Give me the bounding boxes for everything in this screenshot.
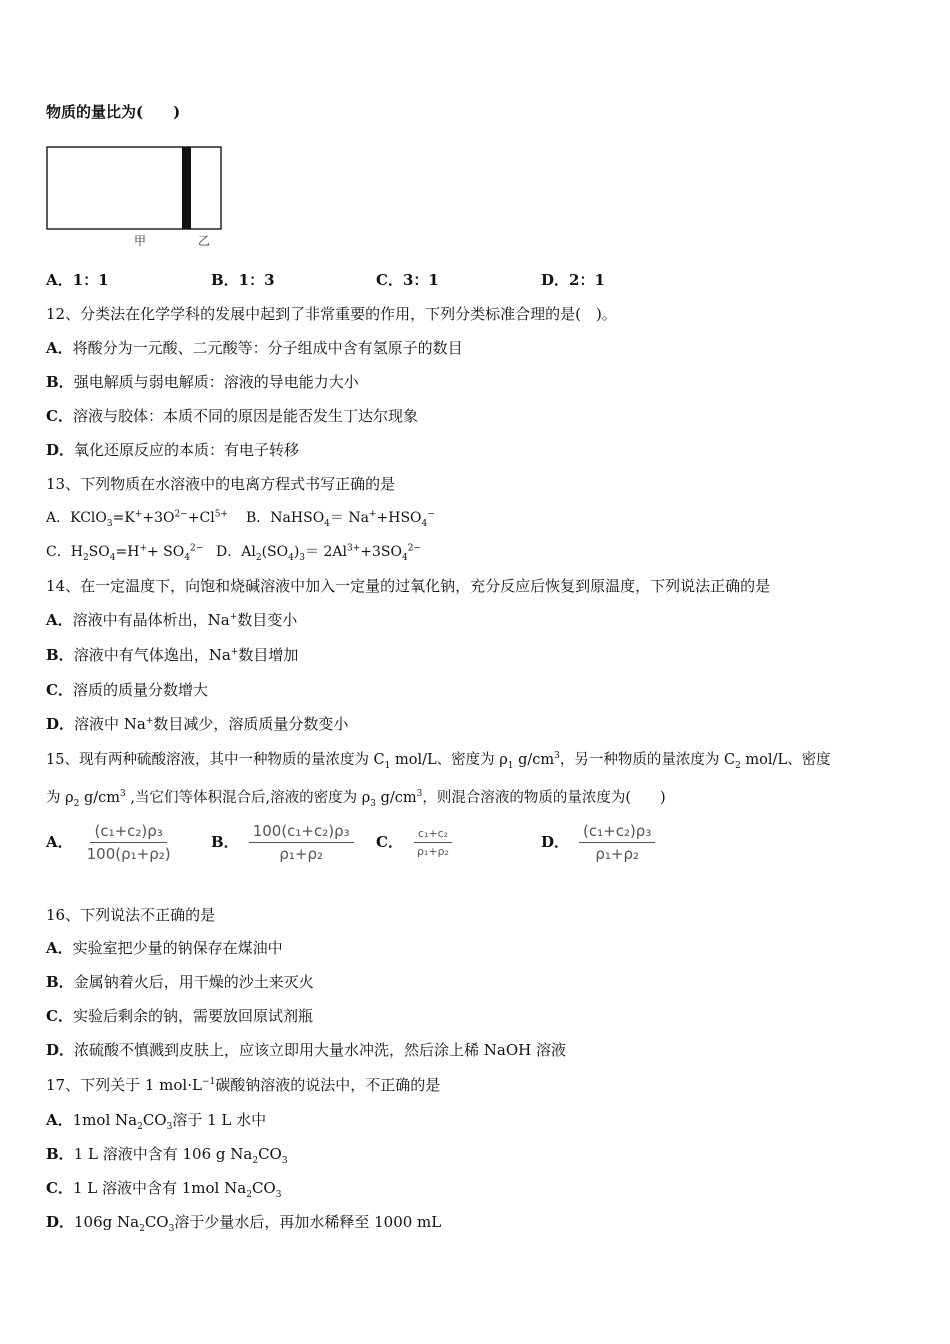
q17-option-c[interactable]: C．1 L 溶液中含有 1mol $Na_2CO_3$ [46,1179,282,1200]
q16-option-d[interactable]: D．浓硫酸不慎溅到皮肤上，应该立即用大量水冲洗，然后涂上稀 NaOH 溶液 [46,1041,567,1059]
q13-options-cd [46,542,421,562]
fraction: $\frac{\text{c₁+c₂}}{\text{ρ₁+ρ₂}}$ [413,827,453,858]
beaker-diagram [46,146,226,254]
q15-option-a[interactable]: A． $\frac{\text{(c₁+c₂)ρ₃}}{\text{100(ρ₁+ρ₂)}}$ [46,822,211,863]
q15-option-d[interactable]: D． $\frac{\text{(c₁+c₂)ρ₃}}{\text{ρ₁+ρ₂}}$ [541,822,655,863]
diagram-svg [46,146,226,250]
q12-option-d[interactable]: D．氧化还原反应的本质：有电子转移 [46,441,300,459]
q12-option-a[interactable]: A．将酸分为一元酸、二元酸等：分子组成中含有氢原子的数目 [46,339,463,357]
q13-option-c[interactable]: C．$H_2SO_4=H^++ SO_4^{2-}$ [46,543,204,563]
q16-option-a[interactable]: A．实验室把少量的钠保存在煤油中 [46,939,283,957]
q13-stem: 13、下列物质在水溶液中的电离方程式书写正确的是 [46,475,396,493]
q16-option-c[interactable]: C．实验后剩余的钠，需要放回原试剂瓶 [46,1007,313,1025]
q16-option-b[interactable]: B．金属钠着火后，用干燥的沙土来灭火 [46,973,314,991]
q12-stem: 12、分类法在化学学科的发展中起到了非常重要的作用，下列分类标准合理的是( )。 [46,305,617,323]
q14-option-c[interactable]: C．溶质的质量分数增大 [46,681,208,699]
q15-option-b[interactable]: B． $\frac{\text{100(c₁+c₂)ρ₃}}{\text{ρ₁+ρ₂}}$ [211,822,376,863]
q13-options-ab [46,508,435,528]
q11-options [46,270,605,290]
label-yi: 乙 [198,234,211,248]
q15-stem-line1: 15、现有两种硫酸溶液，其中一种物质的量浓度为 $C_1$ mol/L、密度为 $\rho_1$ $g/cm^3$，另一种物质的量浓度为 $C_2$ mol/L、密度 [46,751,831,771]
q14-option-d[interactable]: D．溶液中 Na+数目减少，溶质质量分数变小 [46,715,349,733]
q15-stem-line2: 为 $\rho_2$ $g/cm^3$ ,当它们等体积混合后,溶液的密度为 $\rho_3$ $g/cm^3$，则混合溶液的物质的量浓度为( ) [46,789,666,809]
q17-option-d[interactable]: D．106g $Na_2CO_3$溶于少量水后，再加水稀释至 1000 mL [46,1213,442,1234]
container-box [47,147,221,229]
q14-option-a[interactable]: A．溶液中有晶体析出，Na+数目变小 [46,611,298,629]
fraction: $\frac{\text{100(c₁+c₂)ρ₃}}{\text{ρ₁+ρ₂}}$ [249,822,354,863]
q11-option-b[interactable]: B．1：3 [211,271,275,289]
fraction: $\frac{\text{(c₁+c₂)ρ₃}}{\text{ρ₁+ρ₂}}$ [579,822,655,863]
q14-option-b[interactable]: B．溶液中有气体逸出，Na+数目增加 [46,646,299,664]
q12-option-b[interactable]: B．强电解质与弱电解质：溶液的导电能力大小 [46,373,359,391]
q16-stem: 16、下列说法不正确的是 [46,906,216,924]
q17-stem: 17、下列关于 1 $mol\cdot L^{-1}$碳酸钠溶液的说法中，不正确的是 [46,1076,441,1094]
q13-option-b[interactable]: B．NaHSO$_4$＝ $Na^++HSO_4^-$ [246,509,435,529]
q15-option-c[interactable]: C． $\frac{\text{c₁+c₂}}{\text{ρ₁+ρ₂}}$ [376,827,541,858]
q13-option-a[interactable]: A．$KClO_3=K^++3O^{2-}+Cl^{5+}$ [46,509,228,529]
q17-option-b[interactable]: B．1 L 溶液中含有 106 g $Na_2CO_3$ [46,1145,288,1166]
q11-option-c[interactable]: C．3：1 [376,271,439,289]
q17-option-a[interactable]: A．1mol $Na_2CO_3$溶于 1 L 水中 [46,1111,267,1132]
q13-option-d[interactable]: D．$Al_2(SO_4)_3= 2Al^{3+}+3SO_4^{2-}$ [216,543,421,563]
q14-stem: 14、在一定温度下，向饱和烧碱溶液中加入一定量的过氧化钠，充分反应后恢复到原温度，下列说法正确的是 [46,577,771,595]
q11-option-a[interactable]: A．1：1 [46,271,109,289]
q12-option-c[interactable]: C．溶液与胶体：本质不同的原因是能否发生丁达尔现象 [46,407,418,425]
label-jia: 甲 [134,234,147,248]
fraction: $\frac{\text{(c₁+c₂)ρ₃}}{\text{100(ρ₁+ρ₂)}}$ [86,822,171,863]
partition-bar [182,147,191,229]
q11-option-d[interactable]: D．2：1 [541,271,605,289]
q15-options [46,822,655,863]
q11-stem: 物质的量比为( ) [46,103,181,121]
